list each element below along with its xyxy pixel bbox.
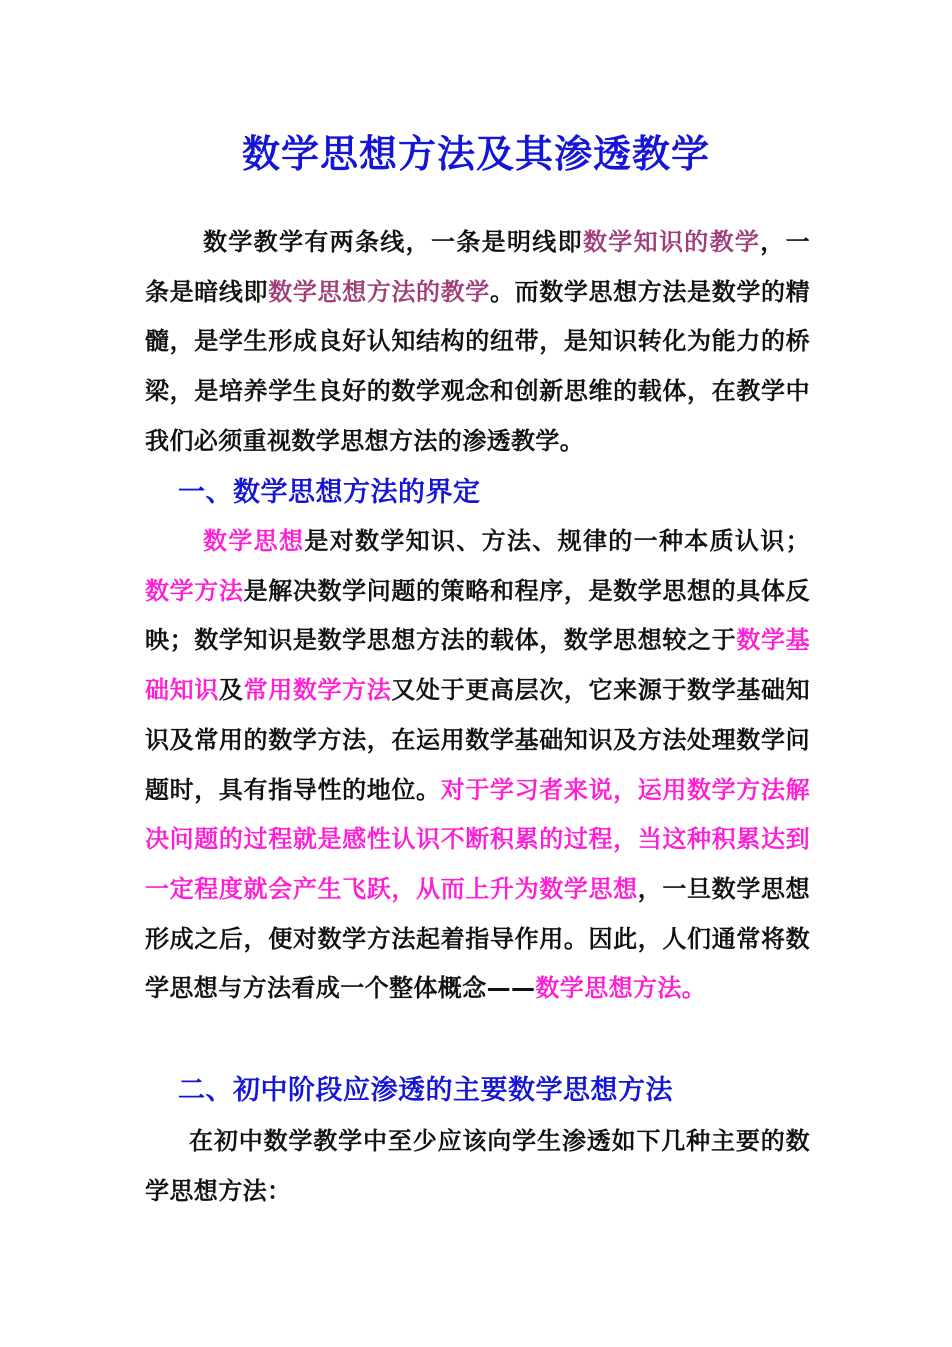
section-1-text-5: ，一旦数学思想形成之后，便对数学方法起着指导作用。因此，人们通常将数学思想与方法看成一个整体概念—— bbox=[145, 874, 810, 1003]
section-1-text-4: 又处于更高层次，它来源于数学基础知识及常用的数学方法，在运用数学基础知识及方法处理数学问题时，具有指导性的地位。 bbox=[145, 676, 810, 804]
intro-text-1: 数学教学有两条线，一条是明线即 bbox=[203, 228, 583, 256]
highlight-math-method: 数学方法 bbox=[145, 576, 244, 605]
section-1-paragraph bbox=[145, 517, 810, 1014]
highlight-math-thinking-teaching: 数学思想方法的教学 bbox=[268, 277, 490, 306]
intro-text-3: 。而数学思想方法是数学的精髓，是学生形成良好认知结构的纽带，是知识转化为能力的桥梁，是培养学生良好的数学观念和创新思维的载体，在教学中我们必须重视数学思想方法的渗透教学。 bbox=[145, 277, 811, 455]
highlight-learner-process: 对于学习者来说，运用数学方法解决问题的过程就是感性认识不断积累的过程，当这种积累达到一定程度就会产生飞跃，从而上升为数学思想 bbox=[145, 775, 810, 903]
document-title: 数学思想方法及其渗透教学 bbox=[241, 132, 710, 176]
section-1-heading: 一、数学思想方法的界定 bbox=[178, 477, 481, 508]
highlight-math-thinking: 数学思想 bbox=[203, 527, 305, 555]
intro-paragraph bbox=[145, 218, 810, 467]
intro-text-2: ，一条是暗线即 bbox=[145, 228, 810, 306]
highlight-basic-math-knowledge: 数学基础知识 bbox=[145, 626, 810, 705]
section-1-text-2: 是解决数学问题的策略和程序，是数学思想的具体反映；数学知识是数学思想方法的载体，数学思想较之于 bbox=[145, 576, 810, 655]
highlight-math-thinking-method: 数学思想方法。 bbox=[535, 974, 707, 1003]
section-2-paragraph: 在初中数学教学中至少应该向学生渗透如下几种主要的数学思想方法： bbox=[145, 1127, 810, 1205]
highlight-math-knowledge-teaching: 数学知识的教学 bbox=[582, 228, 761, 256]
section-1-text-1: 是对数学知识、方法、规律的一种本质认识； bbox=[304, 527, 810, 555]
section-1-text-3: 及 bbox=[218, 676, 244, 705]
highlight-common-math-methods: 常用数学方法 bbox=[243, 676, 392, 705]
section-2-heading: 二、初中阶段应渗透的主要数学思想方法 bbox=[178, 1075, 673, 1106]
